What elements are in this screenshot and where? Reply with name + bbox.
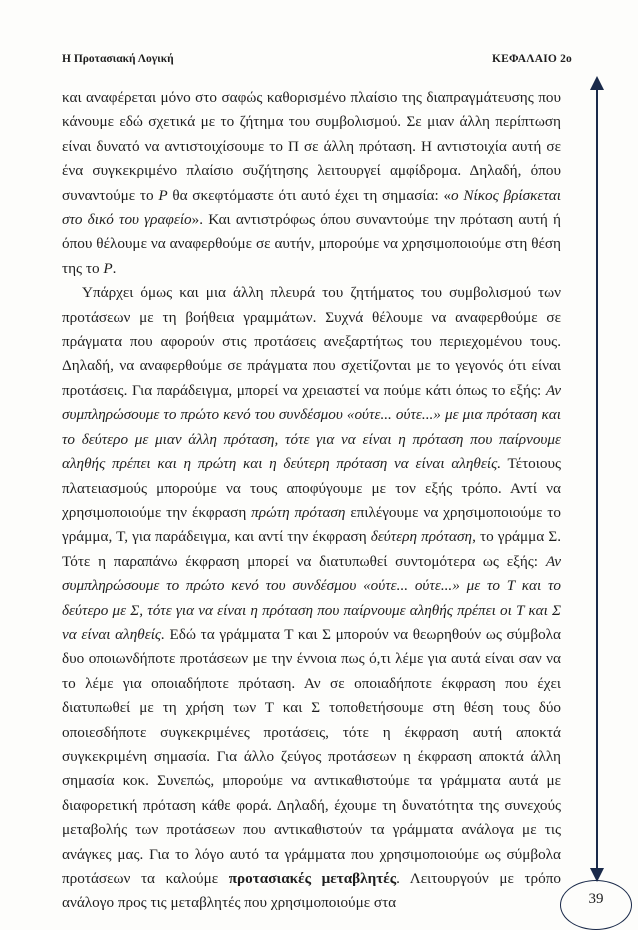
- text-run: επιλέγουμε να χρησιμοποιούμε το γράμμα, Τ, για παράδειγμα, και αντί την έκφραση: [62, 503, 561, 546]
- italic-text: δεύτερη πρόταση: [370, 528, 473, 546]
- text-run: Τέτοιους πλατειασμούς μπορούμε να τους αποφύγουμε με τον εξής τρόπο. Αντί να χρησιμοποιούμε την έκφραση: [62, 455, 561, 521]
- page-number: 39: [588, 891, 604, 907]
- paragraph: [62, 281, 561, 916]
- running-header-chapter: ΚΕΦΑΛΑΙΟ 2ο: [492, 53, 572, 65]
- italic-text: Αν συμπληρώσουμε το πρώτο κενό του συνδέσμου «ούτε... ούτε...» με μια πρόταση και το δεύτερο με μιαν άλλη πρόταση, τότε για να είναι η πρόταση που παίρνουμε αληθής πρέπει και η πρώτη και η δεύτερη πρόταση να είναι αληθείς.: [62, 381, 561, 473]
- italic-text: P: [103, 259, 113, 277]
- page-number-badge: [560, 880, 632, 930]
- italic-text: Αν συμπληρώσουμε το πρώτο κενό του συνδέσμου «ούτε... ούτε...» με το Τ και το δεύτερο με Σ, τότε για να είναι η πρόταση που παίρνουμε αληθής πρέπει οι Τ και Σ να είναι αληθείς.: [62, 552, 561, 643]
- text-run: Εδώ τα γράμματα Τ και Σ μπορούν να θεωρηθούν ως σύμβολα δυο οποιωνδήποτε προτάσεων με την έννοια πως ό,τι λέμε για αυτά είναι σαν να το λέμε για οποιαδήποτε πρόταση. Αν σε οποιαδήποτε έκφραση που έχει διατυπωθεί με τη χρήση των Τ και Σ τοποθετήσουμε στη θέση τους δύο οποιεσδήποτε συγκεκριμένες προτάσεις, τότε η έκφραση αυτή αποκτά συγκεκριμένη σημασία. Για άλλο ζεύγος προτάσεων η έκφραση αποκτά άλλη σημασία κοκ. Συνεπώς, μπορούμε να αντικαθιστούμε τα γράμματα αυτά με διαφορετική πρόταση κάθε φορά. Δηλαδή, έχουμε τη δυνατότητα της συνεχούς μεταβολής των προτάσεων που αντικαθιστούν τα γράμματα ανάλογα με τις ανάγκες μας. Για το λόγο αυτό τα γράμματα που χρησιμοποιούμε ως σύμβολα προτάσεων τα καλούμε: [62, 625, 561, 887]
- text-run: , το γράμμα Σ. Τότε η παραπάνω έκφραση μπορεί να διατυπωθεί συντομότερα ως εξής:: [62, 528, 561, 570]
- page-body: [62, 86, 561, 916]
- text-run: .: [112, 259, 117, 277]
- text-run: και αναφέρεται μόνο στο σαφώς καθορισμένο πλαίσιο της διαπραγμάτευσης που κάνουμε εδώ σχετικά με το ζήτημα του συμβολισμού. Σε μιαν άλλη περίπτωση είναι δυνατό να αντιστοιχίσουμε το Π σε άλλη πρόταση. Η αντιστοιχία αυτή σε ένα συγκεκριμένο πλαίσιο συζήτησης λειτουργεί αμφίδρομα. Δηλαδή, όπου συναντούμε το: [62, 89, 561, 204]
- text-run: ». Και αντιστρόφως όπου συναντούμε την πρόταση αυτή ή όπου θέλουμε να αναφερθούμε σε αυτήν, μπορούμε να χρησιμοποιούμε στη θέση της το: [62, 211, 561, 277]
- text-run: . Λειτουργούν με τρόπο ανάλογο προς τις μεταβλητές που χρησιμοποιούμε στα: [62, 870, 561, 912]
- italic-text: πρώτη πρόταση: [251, 503, 346, 521]
- text-run: θα σκεφτόμαστε ότι αυτό έχει τη σημασία: «: [167, 186, 452, 204]
- margin-rule: [596, 82, 598, 878]
- italic-text: P: [158, 186, 168, 204]
- running-header-title: Η Προτασιακή Λογική: [62, 53, 174, 65]
- bold-term: προτασιακές μεταβλητές: [228, 870, 397, 887]
- italic-text: ο Νίκος βρίσκεται στο δικό του γραφείο: [62, 186, 561, 229]
- paragraph: [62, 86, 561, 281]
- arrow-up-icon: [590, 76, 604, 90]
- text-run: Υπάρχει όμως και μια άλλη πλευρά του ζητήματος του συμβολισμού των προτάσεων με τη βοήθεια γραμμάτων. Συχνά θέλουμε να αναφερθούμε σε πράγματα που αφορούν στις προτάσεις ανεξαρτήτως του περιεχομένου τους. Δηλαδή, να αναφερθούμε σε πράγματα που σχετίζονται με το γεγονός ότι είναι προτάσεις. Για παράδειγμα, μπορεί να χρειαστεί να πούμε κάτι όπως το εξής:: [62, 284, 561, 399]
